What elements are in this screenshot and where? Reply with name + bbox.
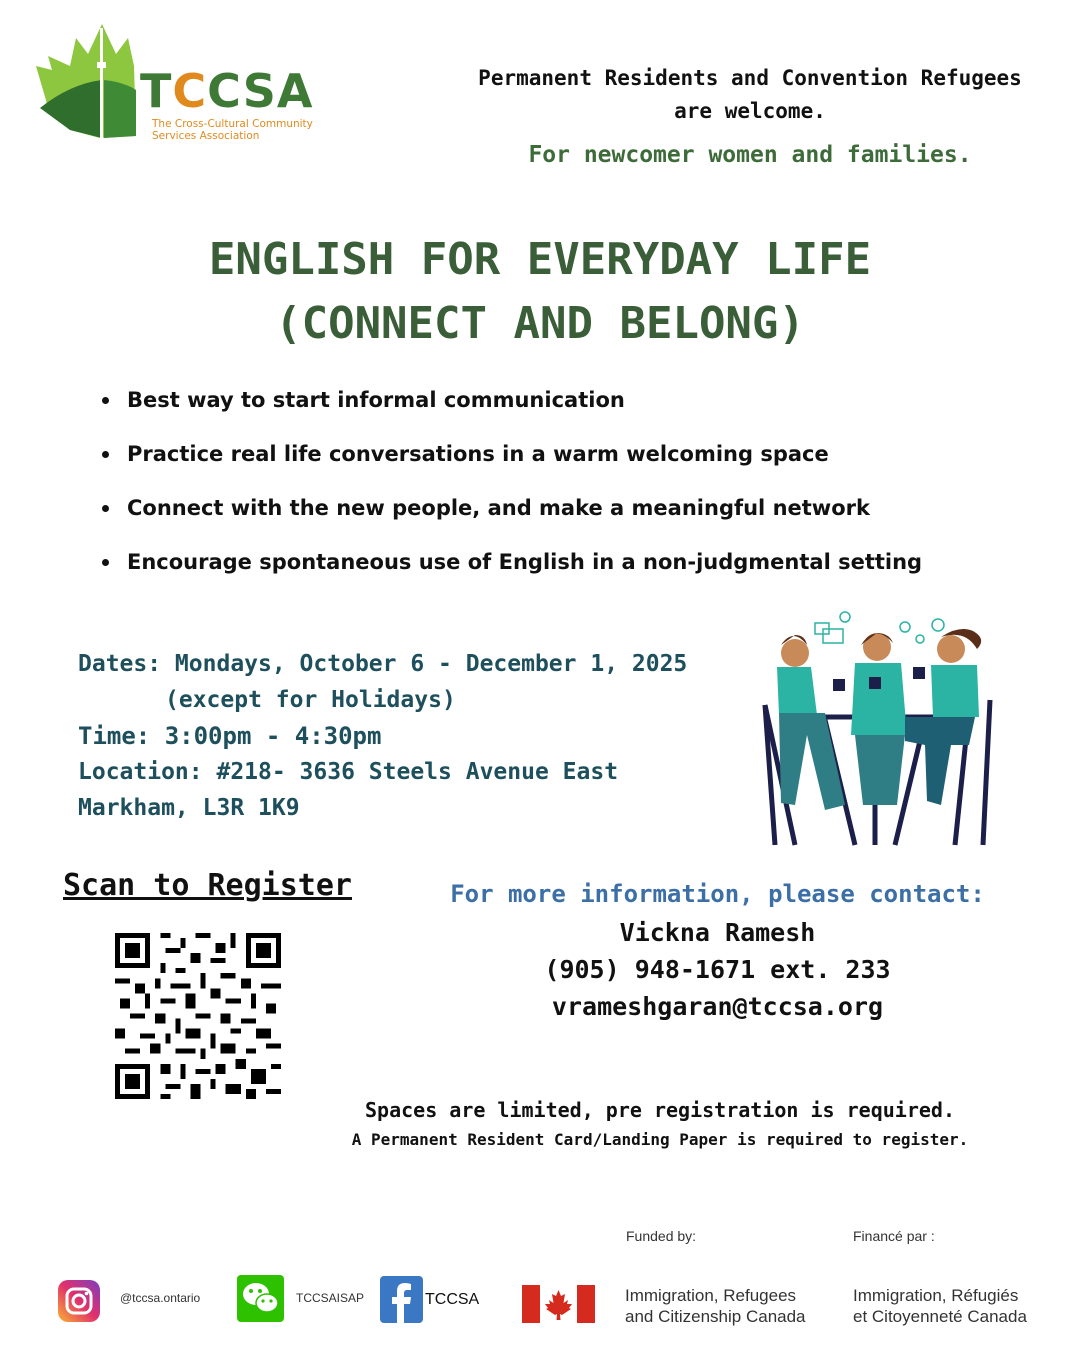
welcome-line2: are welcome. [674,99,826,123]
canada-flag-icon [522,1285,595,1323]
list-item-text: Practice real life conversations in a warm welcoming space [127,442,829,466]
list-item-text: Connect with the new people, and make a meaningful network [127,496,870,520]
instagram-icon[interactable] [58,1280,100,1322]
list-item-text: Best way to start informal communication [127,388,625,412]
title-line1: ENGLISH FOR EVERYDAY LIFE [208,234,872,285]
list-item [100,439,1000,493]
time-text: Time: 3:00pm - 4:30pm [78,722,382,750]
ircc-fr-line2: et Citoyenneté Canada [853,1307,1027,1326]
facebook-page[interactable]: TCCSA [425,1291,480,1308]
contact-phone[interactable]: (905) 948-1671 ext. 233 [544,955,891,984]
list-item-text: Encourage spontaneous use of English in a non-judgmental setting [127,550,923,574]
city-text: Markham, L3R 1K9 [78,795,300,821]
list-item [100,547,1000,601]
ircc-en-line1: Immigration, Refugees [625,1286,797,1305]
bullet-icon [102,397,109,404]
registration-qr-code[interactable] [115,933,281,1099]
audience-text: For newcomer women and families. [528,142,972,168]
logo-subtitle-line2: Services Association [152,130,260,142]
logo-wordmark: TCCSA [140,64,314,118]
spaces-limited-note: Spaces are limited, pre registration is required. [364,1098,955,1122]
bullet-icon [102,451,109,458]
bullet-icon [102,505,109,512]
pr-card-note: A Permanent Resident Card/Landing Paper is required to register. [351,1130,969,1149]
list-item [100,493,1000,547]
logo-subtitle-line1: The Cross-Cultural Community [152,118,313,130]
program-title [0,228,1080,356]
wechat-icon[interactable] [237,1275,284,1322]
title-line2: (CONNECT AND BELONG) [275,298,805,349]
facebook-icon[interactable] [380,1276,423,1323]
ircc-en-line2: and Citizenship Canada [625,1307,806,1326]
dates-note: (except for Holidays) [165,687,456,713]
instagram-handle[interactable]: @tccsa.ontario [120,1291,201,1305]
ircc-french-name [853,1285,1073,1327]
dates-text: Dates: Mondays, October 6 - December 1, 2025 [78,651,688,677]
ircc-english-name [625,1285,845,1327]
ircc-fr-line1: Immigration, Réfugiés [853,1286,1019,1305]
scan-to-register-heading: Scan to Register [63,868,352,903]
contact-heading: For more information, please contact: [450,880,985,908]
list-item [100,385,1000,439]
contact-email[interactable]: vrameshgaran@tccsa.org [551,992,884,1021]
finance-par-label: Financé par : [853,1228,935,1244]
benefits-list [100,385,1000,601]
funded-by-label: Funded by: [626,1228,697,1244]
wechat-id[interactable]: TCCSAISAP [296,1291,365,1305]
welcome-text [455,62,1045,128]
bullet-icon [102,559,109,566]
logo-subtitle [152,118,313,142]
contact-name: Vickna Ramesh [619,918,816,947]
women-cafe-illustration [755,605,1005,850]
welcome-line1: Permanent Residents and Convention Refugees [478,66,1022,90]
location-text: Location: #218- 3636 Steels Avenue East [78,759,619,785]
